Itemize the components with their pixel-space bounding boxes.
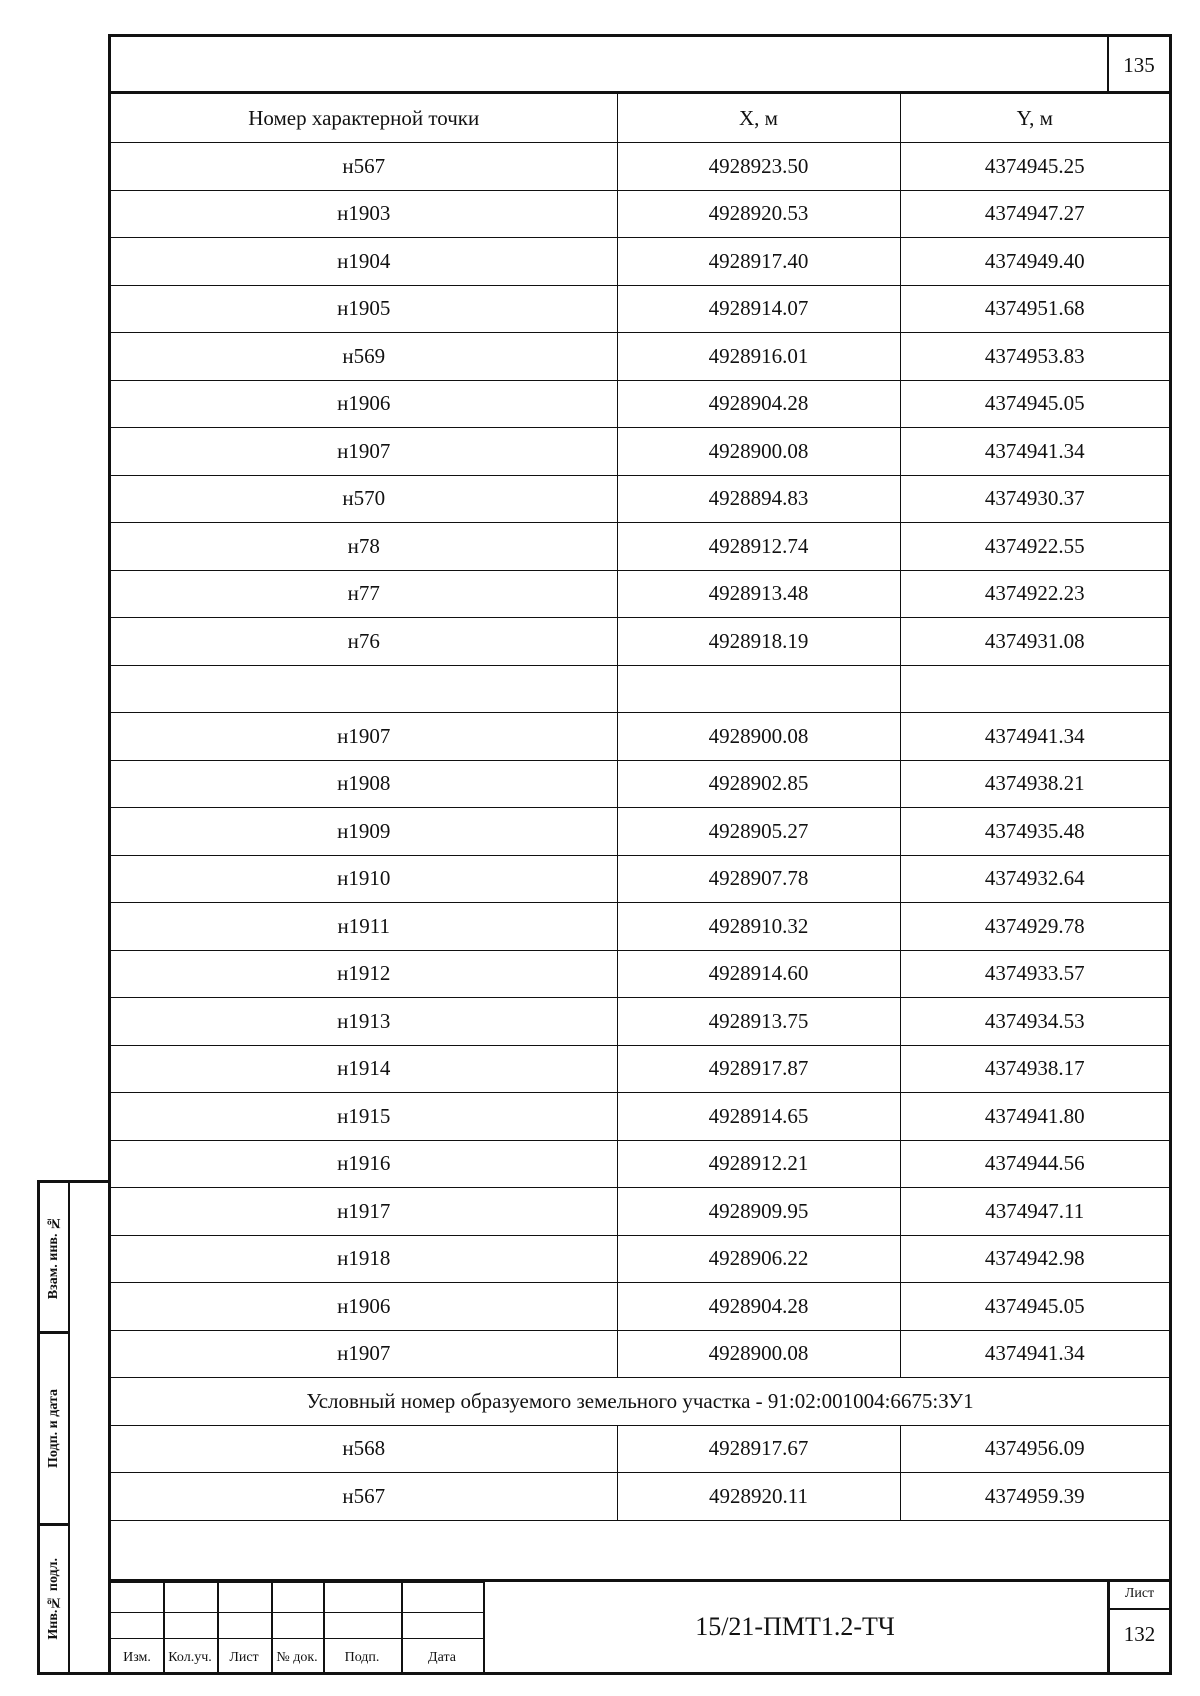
y-coord-cell: 4374945.25 — [900, 143, 1169, 191]
side-strip — [37, 1180, 108, 1675]
y-coord-cell — [900, 665, 1169, 713]
point-number-cell: н77 — [111, 570, 617, 618]
point-number-cell: н76 — [111, 618, 617, 666]
stamp-label-izm: Изм. — [123, 1650, 151, 1665]
point-number-cell — [111, 665, 617, 713]
x-coord-cell: 4928917.40 — [617, 238, 900, 286]
y-coord-cell: 4374945.05 — [900, 1283, 1169, 1331]
document-code: 15/21-ПМТ1.2-ТЧ — [695, 1612, 895, 1641]
y-coord-cell: 4374944.56 — [900, 1140, 1169, 1188]
table-row — [111, 190, 1169, 238]
y-coord-cell: 4374945.05 — [900, 380, 1169, 428]
table-row — [111, 475, 1169, 523]
stamp-label-podp: Подп. — [344, 1650, 380, 1665]
header-x: X, м — [617, 94, 900, 143]
y-coord-cell: 4374935.48 — [900, 808, 1169, 856]
table-row — [111, 238, 1169, 286]
y-coord-cell: 4374941.34 — [900, 1330, 1169, 1378]
x-coord-cell: 4928923.50 — [617, 143, 900, 191]
side-cell-original — [40, 1526, 68, 1672]
point-number-cell: н1914 — [111, 1045, 617, 1093]
stamp-label-doc-no: № док. — [276, 1650, 318, 1665]
x-coord-cell: 4928913.48 — [617, 570, 900, 618]
x-coord-cell: 4928910.32 — [617, 903, 900, 951]
point-number-cell: н1906 — [111, 1283, 617, 1331]
table-row — [111, 570, 1169, 618]
table-row — [111, 1425, 1169, 1473]
table-row — [111, 285, 1169, 333]
table-row — [111, 855, 1169, 903]
section-title-row — [111, 1378, 1169, 1426]
y-coord-cell: 4374947.11 — [900, 1188, 1169, 1236]
x-coord-cell: 4928907.78 — [617, 855, 900, 903]
side-label-original-inv: Инв.№ подл. — [46, 1558, 61, 1640]
point-number-cell: н567 — [111, 1473, 617, 1521]
point-number-cell: н1915 — [111, 1093, 617, 1141]
y-coord-cell: 4374938.17 — [900, 1045, 1169, 1093]
sheet-label: Лист — [1124, 1586, 1155, 1601]
x-coord-cell: 4928904.28 — [617, 380, 900, 428]
x-coord-cell: 4928902.85 — [617, 760, 900, 808]
y-coord-cell: 4374922.23 — [900, 570, 1169, 618]
stamp-label-list: Лист — [229, 1650, 259, 1665]
point-number-cell: н1913 — [111, 998, 617, 1046]
point-number-cell: н1905 — [111, 285, 617, 333]
header-y: Y, м — [900, 94, 1169, 143]
point-number-cell: н1907 — [111, 428, 617, 476]
table-row — [111, 760, 1169, 808]
x-coord-cell: 4928916.01 — [617, 333, 900, 381]
x-coord-cell: 4928917.87 — [617, 1045, 900, 1093]
sheet-box — [1107, 1582, 1169, 1672]
y-coord-cell: 4374938.21 — [900, 760, 1169, 808]
table-row — [111, 143, 1169, 191]
y-coord-cell: 4374929.78 — [900, 903, 1169, 951]
point-number-cell: н1910 — [111, 855, 617, 903]
x-coord-cell: 4928900.08 — [617, 428, 900, 476]
table-row — [111, 1283, 1169, 1331]
section-title: Условный номер образуемого земельного участка - 91:02:001004:6675:ЗУ1 — [111, 1378, 1169, 1426]
stamp-label-kol-uch: Кол.уч. — [168, 1650, 212, 1665]
y-coord-cell: 4374956.09 — [900, 1425, 1169, 1473]
y-coord-cell: 4374930.37 — [900, 475, 1169, 523]
table-row — [111, 1045, 1169, 1093]
table-row — [111, 333, 1169, 381]
table-row — [111, 1093, 1169, 1141]
y-coord-cell: 4374942.98 — [900, 1235, 1169, 1283]
point-number-cell: н567 — [111, 143, 617, 191]
point-number-cell: н1911 — [111, 903, 617, 951]
table-row — [111, 1235, 1169, 1283]
side-label-signature-date: Подп. и дата — [46, 1389, 61, 1468]
y-coord-cell: 4374941.34 — [900, 713, 1169, 761]
y-coord-cell: 4374933.57 — [900, 950, 1169, 998]
page-number-top: 135 — [1107, 37, 1169, 93]
table-row — [111, 998, 1169, 1046]
x-coord-cell: 4928912.21 — [617, 1140, 900, 1188]
x-coord-cell: 4928904.28 — [617, 1283, 900, 1331]
x-coord-cell: 4928920.53 — [617, 190, 900, 238]
point-number-cell: н1907 — [111, 713, 617, 761]
coordinates-table — [111, 93, 1169, 1521]
title-block — [111, 1579, 1169, 1672]
header-point-number: Номер характерной точки — [111, 94, 617, 143]
x-coord-cell: 4928914.65 — [617, 1093, 900, 1141]
y-coord-cell: 4374951.68 — [900, 285, 1169, 333]
point-number-cell: н570 — [111, 475, 617, 523]
y-coord-cell: 4374953.83 — [900, 333, 1169, 381]
table-row — [111, 428, 1169, 476]
table-row — [111, 903, 1169, 951]
y-coord-cell: 4374922.55 — [900, 523, 1169, 571]
side-label-replacement-inv: Взам. инв. № — [46, 1214, 61, 1300]
y-coord-cell: 4374941.34 — [900, 428, 1169, 476]
table-row — [111, 1330, 1169, 1378]
y-coord-cell: 4374934.53 — [900, 998, 1169, 1046]
point-number-cell: н1918 — [111, 1235, 617, 1283]
point-number-cell: н1903 — [111, 190, 617, 238]
stamp-label-date: Дата — [428, 1650, 456, 1665]
point-number-cell: н1917 — [111, 1188, 617, 1236]
x-coord-cell: 4928914.60 — [617, 950, 900, 998]
y-coord-cell: 4374932.64 — [900, 855, 1169, 903]
point-number-cell: н1916 — [111, 1140, 617, 1188]
point-number-cell: н568 — [111, 1425, 617, 1473]
point-number-cell: н1904 — [111, 238, 617, 286]
x-coord-cell: 4928913.75 — [617, 998, 900, 1046]
table-row — [111, 808, 1169, 856]
x-coord-cell: 4928906.22 — [617, 1235, 900, 1283]
x-coord-cell: 4928909.95 — [617, 1188, 900, 1236]
table-row — [111, 1188, 1169, 1236]
x-coord-cell: 4928918.19 — [617, 618, 900, 666]
y-coord-cell: 4374941.80 — [900, 1093, 1169, 1141]
y-coord-cell: 4374949.40 — [900, 238, 1169, 286]
x-coord-cell: 4928917.67 — [617, 1425, 900, 1473]
point-number-cell: н78 — [111, 523, 617, 571]
point-number-cell: н1906 — [111, 380, 617, 428]
y-coord-cell: 4374931.08 — [900, 618, 1169, 666]
side-cell-replacement — [40, 1183, 68, 1334]
x-coord-cell: 4928920.11 — [617, 1473, 900, 1521]
x-coord-cell: 4928914.07 — [617, 285, 900, 333]
table-row — [111, 523, 1169, 571]
table-row — [111, 1140, 1169, 1188]
x-coord-cell: 4928894.83 — [617, 475, 900, 523]
point-number-cell: н569 — [111, 333, 617, 381]
table-row — [111, 713, 1169, 761]
point-number-cell: н1912 — [111, 950, 617, 998]
x-coord-cell: 4928900.08 — [617, 1330, 900, 1378]
side-cell-signature — [40, 1334, 68, 1526]
point-number-cell: н1907 — [111, 1330, 617, 1378]
sheet-number: 132 — [1123, 1622, 1156, 1646]
x-coord-cell: 4928900.08 — [617, 713, 900, 761]
table-row — [111, 380, 1169, 428]
table-row — [111, 1473, 1169, 1521]
x-coord-cell — [617, 665, 900, 713]
top-bar — [111, 37, 1169, 93]
point-number-cell: н1908 — [111, 760, 617, 808]
table-row — [111, 950, 1169, 998]
table-header-row — [111, 94, 1169, 143]
y-coord-cell: 4374947.27 — [900, 190, 1169, 238]
table-row — [111, 618, 1169, 666]
x-coord-cell: 4928905.27 — [617, 808, 900, 856]
y-coord-cell: 4374959.39 — [900, 1473, 1169, 1521]
x-coord-cell: 4928912.74 — [617, 523, 900, 571]
point-number-cell: н1909 — [111, 808, 617, 856]
drawing-frame — [108, 34, 1172, 1675]
table-row — [111, 665, 1169, 713]
